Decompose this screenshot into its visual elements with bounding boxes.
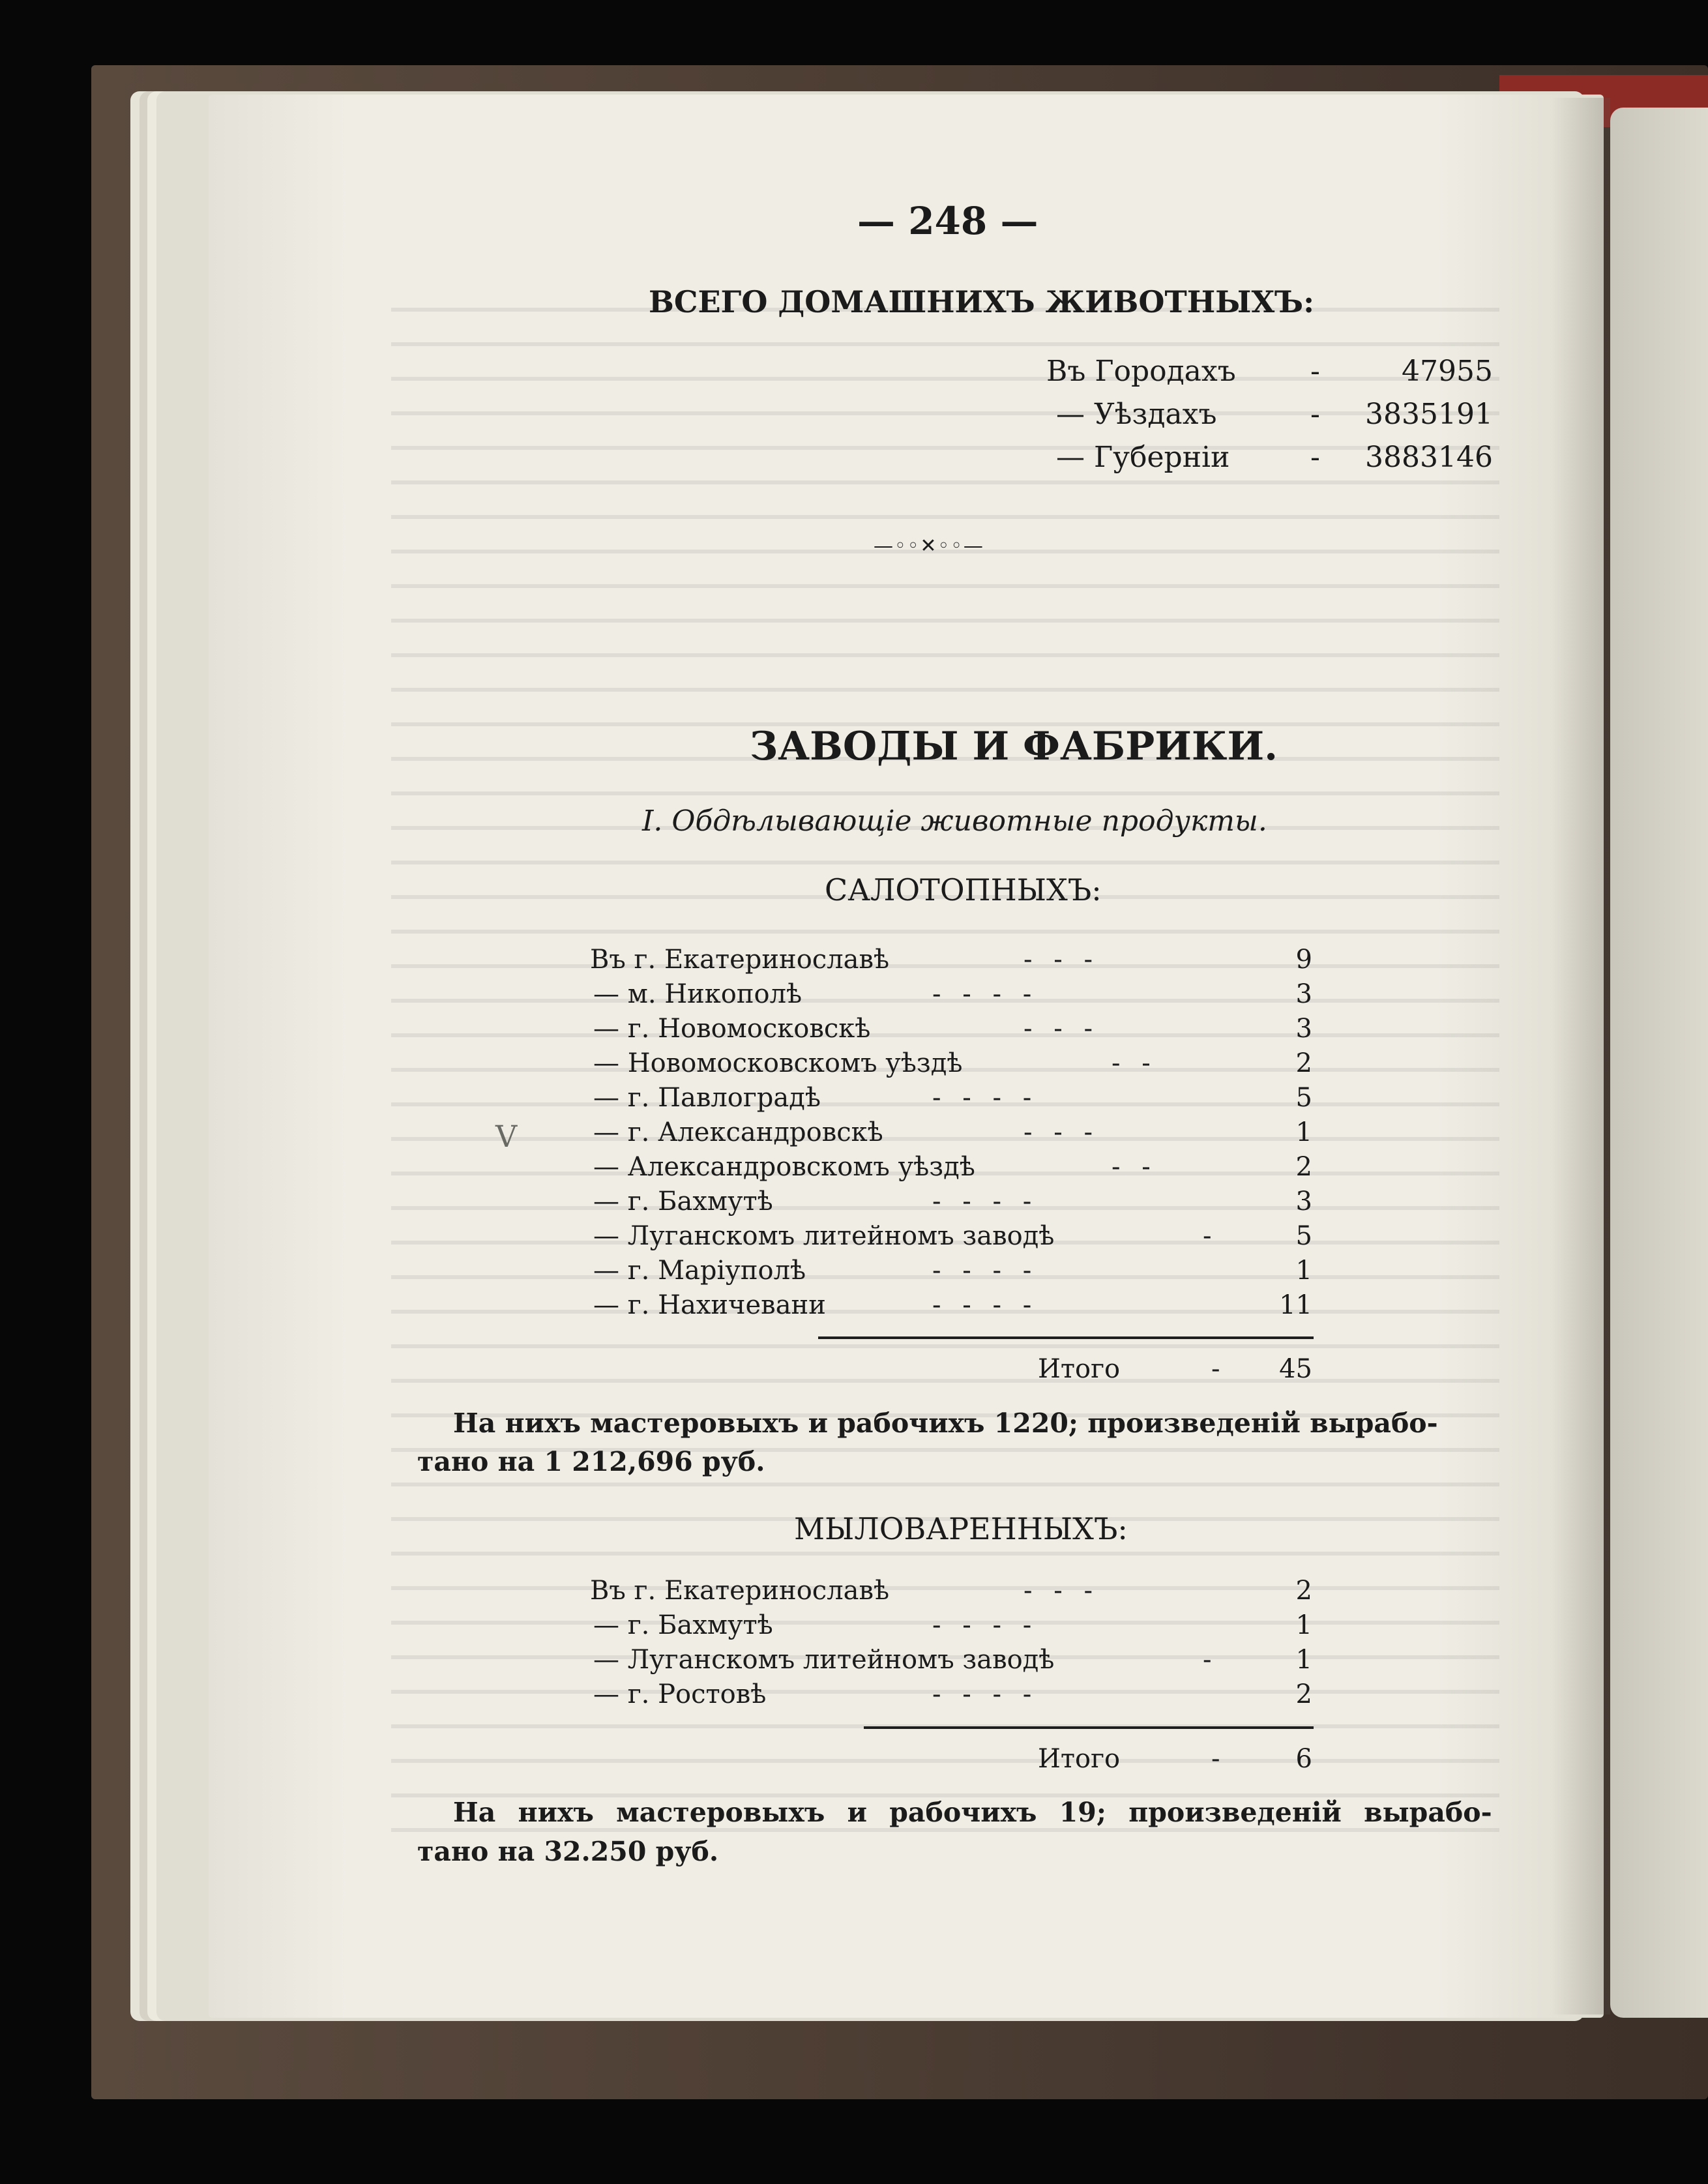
row-label: — Луганскомъ литейномъ заводѣ [593,1221,1055,1251]
row-label: — г. Павлоградѣ [593,1083,821,1113]
subsection-title: I. Обдѣлывающіе животные продукты. [642,804,1267,838]
row-label: — г. Александровскѣ [593,1117,883,1147]
row-label: — г. Бахмутѣ [593,1610,773,1640]
total-label: Итого [1038,1354,1121,1384]
row-label: — м. Никополѣ [593,979,802,1009]
row-value: 5 [1295,1221,1312,1251]
row-label: — г. Нахичевани [593,1290,826,1320]
animals-heading: ВСЕГО ДОМАШНИХЪ ЖИВОТНЫХЪ: [649,284,1315,319]
row-dashes: - - - [1023,1576,1099,1606]
row-value: 2 [1295,1152,1312,1182]
page-gutter-shadow [1552,98,1610,2014]
pencil-check-mark: V [495,1119,518,1154]
row-dashes: - - - - [932,1290,1038,1320]
row-dashes: - - - - [932,1187,1038,1217]
salotopnykh-heading: САЛОТОПНЫХЪ: [825,872,1102,908]
row-dashes: - [1203,1645,1218,1675]
row-dashes: - - - [1023,1014,1099,1044]
row-value: 1 [1295,1256,1312,1286]
mylovarennykh-heading: МЫЛОВАРЕННЫХЪ: [794,1511,1128,1546]
salotopnykh-note-line2: тано на 1 212,696 руб. [417,1446,765,1477]
row-dashes: - - - - [932,979,1038,1009]
row-value: 1 [1295,1610,1312,1640]
animals-row-value: 3883146 [1365,441,1493,474]
row-dashes: - - - [1023,1117,1099,1147]
mylovarennykh-note-line2: тано на 32.250 руб. [417,1836,719,1867]
page-number: — 248 — [857,199,1038,243]
animals-row-value: 47955 [1402,355,1493,388]
row-value: 2 [1295,1048,1312,1078]
row-value: 2 [1295,1679,1312,1709]
row-dashes: - - - - [932,1256,1038,1286]
row-value: 2 [1295,1576,1312,1606]
salotopnykh-note-line1: На нихъ мастеровыхъ и рабочихъ 1220; произведеній вырабо- [453,1408,1438,1439]
row-dashes: - - - - [932,1679,1038,1709]
animals-row-dash: - [1310,441,1320,474]
row-value: 1 [1295,1117,1312,1147]
animals-row-dash: - [1310,398,1320,431]
separator-ornament: —◦◦✕◦◦— [874,535,984,557]
row-label: Въ г. Екатеринославѣ [590,1576,890,1606]
row-value: 5 [1295,1083,1312,1113]
row-dashes: - - - [1023,945,1099,975]
section-title: ЗАВОДЫ И ФАБРИКИ. [750,724,1278,769]
total-dash: - [1211,1354,1220,1384]
mylovarennykh-note-line1: На нихъ мастеровыхъ и рабочихъ 19; произведеній вырабо- [453,1797,1492,1828]
animals-row-label: — Губерніи [1056,441,1230,474]
row-value: 3 [1295,1187,1312,1217]
total-value: 45 [1279,1354,1312,1384]
row-value: 9 [1295,945,1312,975]
row-dashes: - - - - [932,1610,1038,1640]
animals-row-value: 3835191 [1365,398,1493,431]
row-label: — Новомосковскомъ уѣздѣ [593,1048,963,1078]
row-label: — г. Ростовѣ [593,1679,767,1709]
row-label: — г. Бахмутѣ [593,1187,773,1217]
row-dashes: - [1203,1221,1218,1251]
row-label: — г. Маріуполѣ [593,1256,806,1286]
total-rule [818,1336,1314,1339]
row-label: — г. Новомосковскѣ [593,1014,871,1044]
total-dash: - [1211,1744,1220,1774]
row-value: 3 [1295,979,1312,1009]
animals-row-dash: - [1310,355,1320,388]
animals-row-label: Въ Городахъ [1046,355,1236,388]
total-rule [864,1726,1314,1729]
row-label: Въ г. Екатеринославѣ [590,945,890,975]
total-label: Итого [1038,1744,1121,1774]
row-value: 1 [1295,1645,1312,1675]
total-value: 6 [1295,1744,1312,1774]
row-value: 11 [1279,1290,1312,1320]
animals-row-label: — Уѣздахъ [1056,398,1217,431]
row-dashes: - - [1112,1152,1157,1182]
row-dashes: - - [1112,1048,1157,1078]
facing-page-edge [1610,108,1708,2018]
row-value: 3 [1295,1014,1312,1044]
row-dashes: - - - - [932,1083,1038,1113]
row-label: — Александровскомъ уѣздѣ [593,1152,975,1182]
row-label: — Луганскомъ литейномъ заводѣ [593,1645,1055,1675]
